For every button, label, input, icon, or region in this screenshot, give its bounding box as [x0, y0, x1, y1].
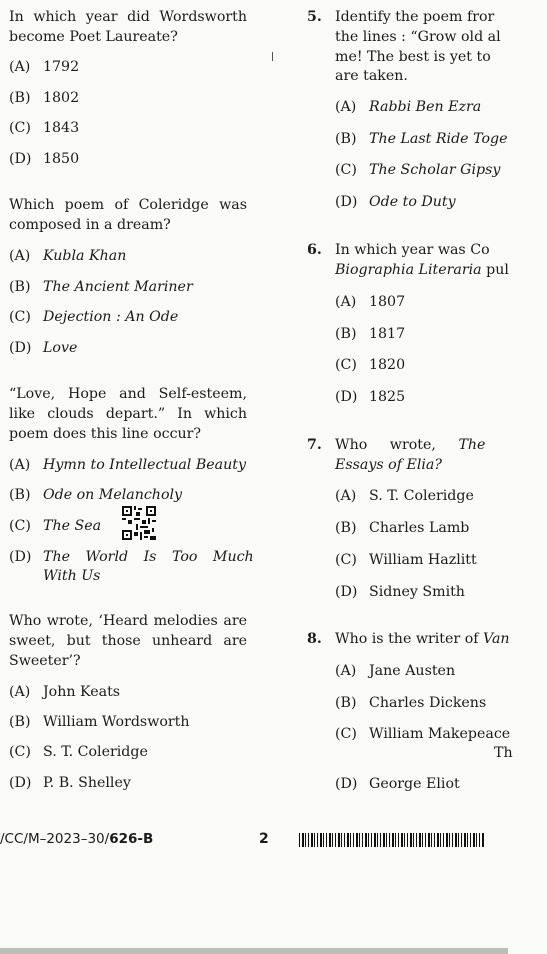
question-8-option-c[interactable] [335, 725, 510, 743]
option-text: The Sea [43, 518, 102, 534]
question-3-line-1: “Love, Hope and Self-esteem, [9, 386, 247, 402]
paper-code-prefix: /CC/M–2023–30/ [0, 831, 110, 847]
question-7-line-2 [335, 456, 442, 474]
option-label: (D) [9, 340, 32, 356]
question-2-line-2: composed in a dream? [9, 217, 171, 233]
option-label: (B) [335, 131, 357, 147]
question-7-option-c[interactable] [335, 551, 477, 569]
option-text: William Wordsworth [43, 714, 190, 730]
option-label: (C) [335, 552, 357, 568]
question-1-line-2: become Poet Laureate? [9, 29, 178, 45]
question-1-option-b[interactable] [9, 89, 79, 107]
question-4-option-a[interactable] [9, 683, 120, 701]
question-7-line-1 [335, 436, 485, 454]
option-text: 1850 [43, 151, 80, 167]
question-8-option-d[interactable] [335, 775, 460, 793]
option-text: Charles Lamb [369, 520, 470, 536]
option-text: Love [43, 340, 78, 356]
option-text: P. B. Shelley [43, 775, 131, 791]
question-7-option-b[interactable] [335, 519, 469, 537]
option-label: (A) [9, 457, 31, 473]
question-6-line-1: In which year was Co [335, 242, 490, 258]
question-8-option-b[interactable] [335, 694, 486, 712]
option-text: Ode to Duty [369, 194, 456, 210]
option-text: Sidney Smith [369, 584, 465, 600]
option-label: (D) [335, 389, 358, 405]
question-1-option-d[interactable] [9, 150, 79, 168]
question-6-line-2 [335, 261, 509, 279]
option-label: (B) [9, 279, 31, 295]
option-label: (D) [335, 194, 358, 210]
question-2-option-c[interactable] [9, 308, 178, 326]
question-8-number: 8. [307, 631, 322, 647]
option-label: (D) [9, 775, 32, 791]
option-label: (C) [9, 309, 31, 325]
option-text: The Last Ride Toge [369, 131, 508, 147]
question-5-option-a[interactable] [335, 98, 481, 116]
option-text: Ode on Melancholy [43, 487, 183, 503]
question-3-line-3: poem does this line occur? [9, 426, 202, 442]
option-text: Kubla Khan [43, 248, 127, 264]
question-3-option-b[interactable] [9, 486, 182, 504]
option-text-continued: With Us [43, 568, 101, 584]
option-text: Jane Austen [369, 663, 456, 679]
option-label: (C) [9, 120, 31, 136]
option-text: The Scholar Gipsy [369, 162, 501, 178]
option-label: (C) [335, 726, 357, 742]
qr-code-icon [122, 506, 156, 540]
question-3-option-a[interactable] [9, 456, 246, 474]
option-text: 1807 [369, 294, 406, 310]
question-2-line-1: Which poem of Coleridge was [9, 197, 247, 213]
option-text: William Makepeace [369, 726, 511, 742]
option-text: John Keats [43, 684, 121, 700]
option-label: (C) [9, 744, 31, 760]
question-4-line-2: sweet, but those unheard are [9, 633, 247, 649]
question-1-option-c[interactable] [9, 119, 79, 137]
book-title: Essays of Elia [335, 457, 435, 473]
question-4-line-1: Who wrote, ‘Heard melodies are [9, 613, 247, 629]
question-5-line-4: are taken. [335, 68, 408, 84]
question-7-line-1-italic: The [458, 437, 486, 453]
question-7-option-a[interactable] [335, 487, 474, 505]
option-label: (C) [335, 162, 357, 178]
barcode-icon [299, 833, 485, 847]
option-text: The Ancient Mariner [43, 279, 193, 295]
question-6-option-a[interactable] [335, 293, 405, 311]
question-7-number: 7. [307, 437, 322, 453]
question-8-option-a[interactable] [335, 662, 455, 680]
option-label: (B) [9, 487, 31, 503]
option-text: The World Is Too Much [43, 549, 254, 565]
question-5-number: 5. [307, 9, 322, 25]
book-title: Biographia Literaria [335, 262, 482, 278]
option-label: (D) [335, 584, 358, 600]
paper-code [0, 830, 153, 848]
option-label: (A) [9, 59, 31, 75]
question-6-option-c[interactable] [335, 356, 405, 374]
question-6-option-d[interactable] [335, 388, 405, 406]
option-label: (C) [9, 518, 31, 534]
option-label: (A) [9, 684, 31, 700]
question-4-option-b[interactable] [9, 713, 190, 731]
option-text: 1817 [369, 326, 406, 342]
question-2-option-b[interactable] [9, 278, 193, 296]
question-2-option-a[interactable] [9, 247, 126, 265]
option-text: 1825 [369, 389, 406, 405]
question-6-option-b[interactable] [335, 325, 405, 343]
question-1-option-a[interactable] [9, 58, 79, 76]
option-text: S. T. Coleridge [43, 744, 148, 760]
question-6-number: 6. [307, 242, 322, 258]
option-label: (B) [335, 326, 357, 342]
option-text: 1802 [43, 90, 80, 106]
question-2-option-d[interactable] [9, 339, 77, 357]
option-text: 1843 [43, 120, 80, 136]
option-text: Dejection : An Ode [43, 309, 179, 325]
option-label: (D) [9, 549, 32, 565]
option-label: (A) [9, 248, 31, 264]
option-text: 1820 [369, 357, 406, 373]
question-8-line-1-italic: Van [483, 631, 510, 647]
option-label: (B) [9, 714, 31, 730]
option-label: (B) [335, 695, 357, 711]
option-label: (B) [335, 520, 357, 536]
question-3-line-2: like clouds depart.” In which [9, 406, 247, 422]
question-3-option-d[interactable] [9, 548, 254, 566]
question-4-option-c[interactable] [9, 743, 148, 761]
column-divider [272, 52, 273, 61]
question-5-option-d[interactable] [335, 193, 456, 211]
question-3-option-c[interactable] [9, 517, 101, 535]
question-5-option-c[interactable] [335, 161, 500, 179]
option-text: S. T. Coleridge [369, 488, 474, 504]
question-8-line-1 [335, 630, 510, 648]
option-label: (C) [335, 357, 357, 373]
option-text-continued: Th [494, 745, 513, 761]
question-8-option-c-line-2 [494, 744, 513, 762]
option-label: (A) [335, 488, 357, 504]
option-text: William Hazlitt [369, 552, 477, 568]
question-8-line-1-text: Who is the writer of [335, 631, 483, 647]
option-text: Charles Dickens [369, 695, 487, 711]
question-mark: ? [434, 457, 442, 473]
question-5-line-2: the lines : “Grow old al [335, 29, 501, 45]
question-7-option-d[interactable] [335, 583, 465, 601]
option-text: 1792 [43, 59, 80, 75]
page-number: 2 [259, 831, 269, 847]
question-5-line-1: Identify the poem fror [335, 9, 495, 25]
option-label: (D) [9, 151, 32, 167]
option-label: (B) [9, 90, 31, 106]
option-text: Hymn to Intellectual Beauty [43, 457, 246, 473]
question-3-option-d-line-2 [43, 567, 100, 585]
question-6-line-2-rest: pul [481, 262, 509, 278]
question-7-line-1-text: Who wrote, [335, 437, 459, 453]
option-label: (D) [335, 776, 358, 792]
option-label: (A) [335, 99, 357, 115]
scan-edge [0, 948, 508, 954]
question-4-option-d[interactable] [9, 774, 131, 792]
option-label: (A) [335, 294, 357, 310]
option-label: (A) [335, 663, 357, 679]
question-5-line-3: me! The best is yet to [335, 49, 491, 65]
question-5-option-b[interactable] [335, 130, 507, 148]
question-4-line-3: Sweeter’? [9, 653, 81, 669]
option-text: Rabbi Ben Ezra [369, 99, 482, 115]
option-text: George Eliot [369, 776, 460, 792]
question-1-line-1: In which year did Wordsworth [9, 9, 247, 25]
paper-code-suffix: 626-B [109, 831, 154, 847]
